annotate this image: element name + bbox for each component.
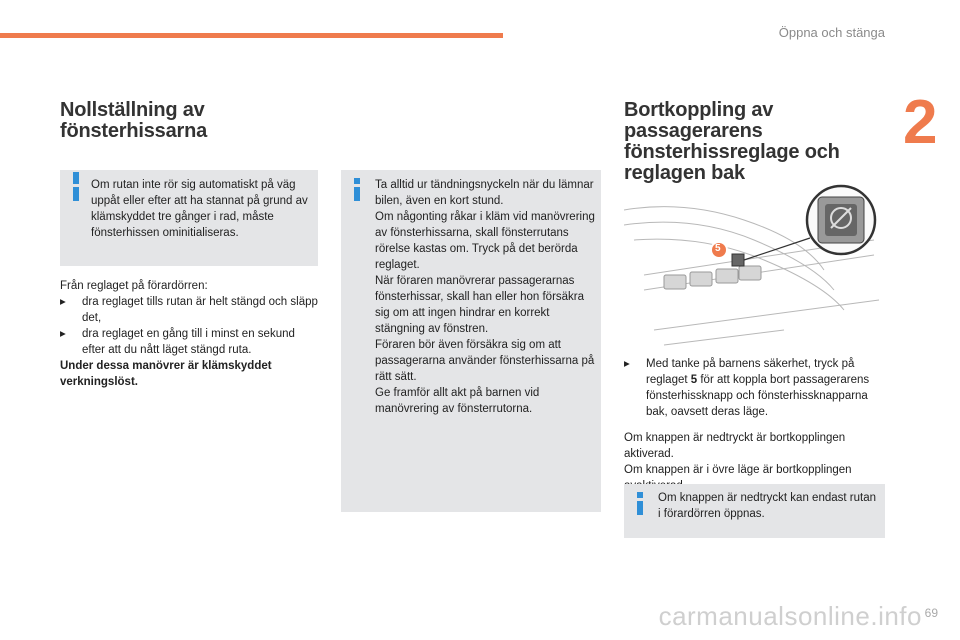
list-item: ▸ Med tanke på barnens säkerhet, tryck på reglaget 5 för att koppla bort passagerarens fönsterhissknapp och fönsterhissknapparna bak, oavsett deras läge. [624,358,870,418]
child-lock-zoom [744,186,875,260]
disable-note-text: Om knappen är nedtryckt kan endast rutan i förardörren öppnas. [658,492,876,520]
info-note-safety [341,170,601,512]
status-paragraph: Om knappen är nedtryckt är bortkopplingen aktiverad. Om knappen är i övre läge är bortkopplingen [624,432,852,476]
chapter-title: Öppna och stänga [778,25,885,40]
list-item: ▸ dra reglaget en gång till i minst en sekund efter att du nått läget stängd ruta. [60,328,295,356]
callout-label: 5 [715,243,721,254]
intro-text: Från reglaget på förardörren: [60,280,208,292]
door-panel-illustration [624,180,886,350]
list-item: ▸ dra reglaget tills rutan är helt stängd och släpp det, [60,296,318,324]
info-note-text: Om rutan inte rör sig automatiskt på väg uppåt eller efter att ha stannat på grund av klämskyddet tre gånger i rad, måste fönsterhissen ominitialiseras. [91,179,308,239]
bullet-icon: ▸ [624,358,630,370]
reset-instructions [60,278,320,390]
info-icon-bar [637,501,643,515]
bullet-icon: ▸ [60,296,66,308]
accent-bar [0,33,503,38]
page-number: 69 [924,606,938,620]
info-icon [73,178,79,184]
info-icon-bar [73,187,79,201]
disable-instructions [624,356,889,494]
warning-text: Under dessa manövrer är klämskyddet verkningslöst. [60,360,272,388]
watermark: carmanualsonline.info [658,601,922,631]
info-note-reset [60,170,318,266]
info-icon [354,178,360,184]
info-icon-bar [354,187,360,201]
section-title-disable: Bortkoppling av passagerarens fönsterhissreglage och reglagen bak [624,99,840,184]
bullet-icon: ▸ [60,328,66,340]
section-title-reset: Nollställning av fönsterhissarna [60,99,208,142]
safety-note-text: Ta alltid ur tändningsnyckeln när du lämnar bilen, även en kort stund. Om någonting råkar i kläm vid manövrering av fönsterhissarna, skall fönsterrutans rörelse kastas om. Tryck på det berörda reglaget. När föraren manövrerar passagerarnas fönsterhissar, skall han eller hon försäkra sig om att ingen hindrar en korrekt stängning av fönstren. Föraren bör även försäkra sig om att passagerarna använder fönsterhissarna på rätt sätt. Ge framför allt akt på barnen vid manövrering av fönsterrutorna. [375,179,595,415]
info-note-disable [624,484,885,538]
info-icon [637,492,643,498]
chapter-number: 2 [903,88,938,157]
